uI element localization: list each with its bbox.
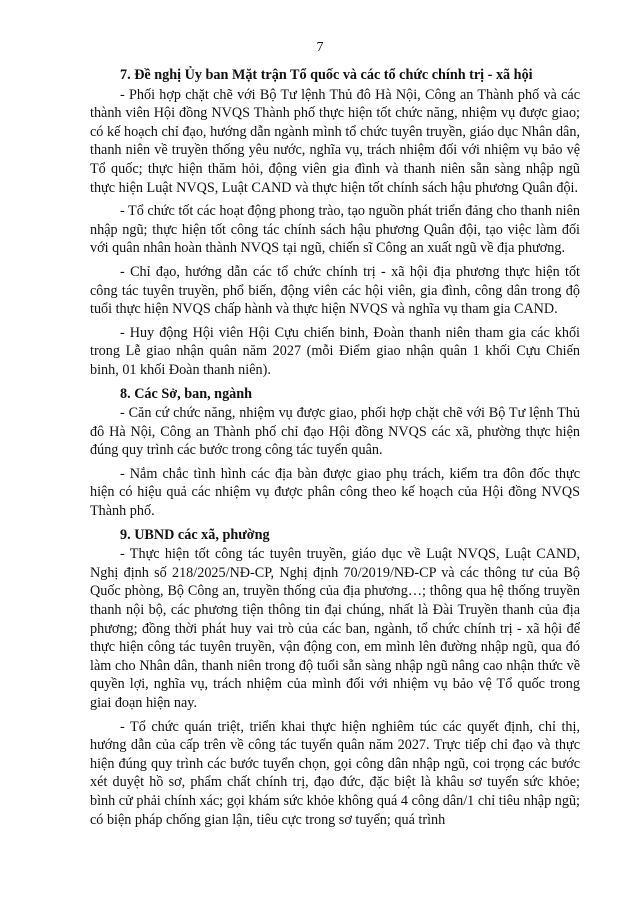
paragraph: - Thực hiện tốt công tác tuyên truyền, giáo dục về Luật NVQS, Luật CAND, Nghị định số 218/2025/NĐ-CP, Nghị định 70/2019/NĐ-CP và các thông tư của Bộ Quốc phòng, Bộ Công an, truyền thống của địa phương…; thông qua hệ thống truyền thanh nội bộ, các phương tiện thông tin đại chúng, nhất là Đài Truyền thanh của địa phương; đồng thời phát huy vai trò của các ban, ngành, tổ chức chính trị - xã hội để thực hiện công tác tuyên truyền, vận động con, em mình lên đường nhập ngũ, qua đó làm cho Nhân dân, thanh niên trong độ tuổi sẵn sàng nhập ngũ nâng cao nhận thức về quyền lợi, nghĩa vụ, trách nhiệm của mình đối với nhiệm vụ bảo vệ Tổ quốc trong giai đoạn hiện nay. (90, 546, 580, 711)
paragraph: - Tổ chức tốt các hoạt động phong trào, tạo nguồn phát triển đảng cho thanh niên nhập ngũ; thực hiện tốt công tác chính sách hậu phương Quân đội, tạo việc làm đối với quân nhân hoàn thành NVQS tại ngũ, chiến sĩ Công an xuất ngũ về địa phương. (90, 203, 580, 257)
section-9 (90, 526, 580, 830)
section-7 (90, 66, 580, 380)
page-number: 7 (316, 40, 324, 55)
paragraph: - Phối hợp chặt chẽ với Bộ Tư lệnh Thủ đô Hà Nội, Công an Thành phố và các thành viên Hội đồng NVQS Thành phố thực hiện tốt chức năng, nhiệm vụ được giao; có kế hoạch chỉ đạo, hướng dẫn ngành mình tổ chức tuyên truyền, giáo dục Nhân dân, thanh niên về truyền thống yêu nước, nghĩa vụ, trách nhiệm đối với nhiệm vụ bảo vệ Tổ quốc; thực hiện thăm hỏi, động viên gia đình và thanh niên sẵn sàng nhập ngũ thực hiện Luật NVQS, Luật CAND và thực hiện tốt chính sách hậu phương Quân đội. (90, 86, 580, 196)
document-body (90, 66, 580, 834)
section-8 (90, 385, 580, 521)
paragraph: - Tổ chức quán triệt, triển khai thực hiện nghiêm túc các quyết định, chỉ thị, hướng dẫn của cấp trên về công tác tuyển quân năm 2027. Trực tiếp chỉ đạo và thực hiện đúng quy trình các bước tuyển chọn, gọi công dân nhập ngũ, coi trọng các bước xét duyệt hồ sơ, phẩm chất chính trị, đạo đức, đặc biệt là khâu sơ tuyển sức khỏe; bình cử phải chính xác; gọi khám sức khỏe không quá 4 công dân/1 chỉ tiêu nhập ngũ; có biện pháp chống gian lận, tiêu cực trong sơ tuyển; quá trình (90, 718, 580, 828)
paragraph: - Chỉ đạo, hướng dẫn các tổ chức chính trị - xã hội địa phương thực hiện tốt công tác tuyên truyền, phổ biến, động viên các hội viên, gia đình, công dân trong độ tuổi thực hiện NVQS chấp hành và thực hiện NVQS và nghĩa vụ tham gia CAND. (90, 263, 580, 318)
paragraph: - Nắm chắc tình hình các địa bàn được giao phụ trách, kiểm tra đôn đốc thực hiện có hiệu quả các nhiệm vụ được phân công theo kế hoạch của Hội đồng NVQS Thành phố. (90, 465, 580, 520)
section-heading: 8. Các Sở, ban, ngành (120, 385, 253, 402)
paragraph: - Căn cứ chức năng, nhiệm vụ được giao, phối hợp chặt chẽ với Bộ Tư lệnh Thủ đô Hà Nội, Công an Thành phố chỉ đạo Hội đồng NVQS các xã, phường thực hiện đúng quy trình các bước trong công tác tuyển quân. (90, 405, 580, 459)
section-heading: 9. UBND các xã, phường (120, 526, 270, 543)
section-heading: 7. Đề nghị Ủy ban Mặt trận Tổ quốc và các tổ chức chính trị - xã hội (120, 67, 533, 83)
paragraph: - Huy động Hội viên Hội Cựu chiến binh, Đoàn thanh niên tham gia các khối trong Lễ giao nhận quân năm 2027 (mỗi Điểm giao nhận quân 1 khối Cựu Chiến binh, 01 khối Đoàn thanh niên). (90, 324, 580, 378)
